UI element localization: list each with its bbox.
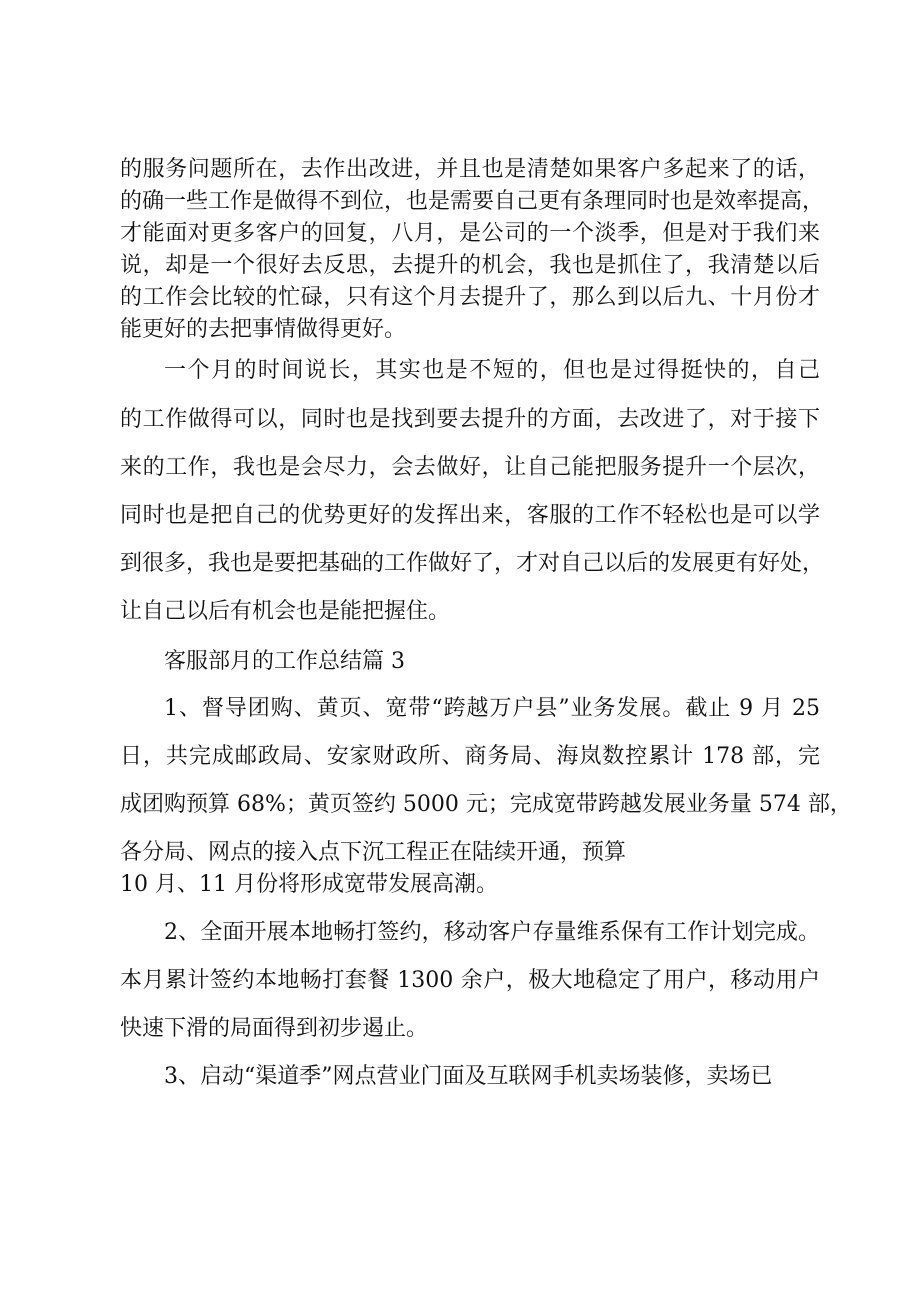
paragraph-4-line-2: 本月累计签约本地畅打套餐 1300 余户，极大地稳定了用户，移动用户 (120, 968, 820, 993)
paragraph-2-line-4: 同时也是把自己的优势更好的发挥出来，客服的工作不轻松也是可以学 (120, 503, 820, 528)
paragraph-2-line-5: 到很多，我也是要把基础的工作做好了，才对自己以后的发展更有好处， (120, 551, 825, 576)
paragraph-2-line-2: 的工作做得可以，同时也是找到要去提升的方面，去改进了，对于接下 (120, 407, 820, 432)
paragraph-1-line-6: 能更好的去把事情做得更好。 (120, 317, 407, 342)
paragraph-1-line-5: 的工作会比较的忙碌，只有这个月去提升了，那么到以后九、十月份才 (120, 285, 820, 310)
paragraph-1-line-2: 的确一些工作是做得不到位，也是需要自己更有条理同时也是效率提高， (120, 189, 825, 214)
paragraph-3-line-5: 10 月、11 月份将形成宽带发展高潮。 (120, 872, 498, 897)
paragraph-4-line-1: 2、全面开展本地畅打签约，移动客户存量维系保有工作计划完成。 (164, 920, 820, 945)
paragraph-4-line-3: 快速下滑的局面得到初步遏止。 (120, 1016, 429, 1041)
paragraph-1-line-3: 才能面对更多客户的回复，八月，是公司的一个淡季，但是对于我们来 (120, 221, 820, 246)
paragraph-2-line-3: 来的工作，我也是会尽力，会去做好，让自己能把服务提升一个层次， (120, 455, 820, 480)
paragraph-2-line-6: 让自己以后有机会也是能把握住。 (120, 599, 451, 624)
section-heading: 客服部月的工作总结篇 3 (164, 649, 405, 674)
paragraph-3-line-4: 各分局、网点的接入点下沉工程正在陆续开通，预算 (120, 840, 627, 865)
paragraph-5-line-1: 3、启动“渠道季”网点营业门面及互联网手机卖场装修，卖场已 (164, 1064, 773, 1089)
paragraph-3-line-3: 成团购预算 68%；黄页签约 5000 元；完成宽带跨越发展业务量 574 部， (120, 792, 852, 817)
paragraph-2-line-1: 一个月的时间说长，其实也是不短的，但也是过得挺快的，自己 (164, 358, 820, 383)
paragraph-3-line-2: 日，共完成邮政局、安家财政所、商务局、海岚数控累计 178 部，完 (120, 744, 820, 769)
paragraph-3-line-1: 1、督导团购、黄页、宽带“跨越万户县”业务发展。截止 9 月 25 (164, 696, 820, 721)
paragraph-1-line-1: 的服务问题所在，去作出改进，并且也是清楚如果客户多起来了的话， (120, 157, 820, 182)
paragraph-1-line-4: 说，却是一个很好去反思，去提升的机会，我也是抓住了，我清楚以后 (120, 253, 820, 278)
